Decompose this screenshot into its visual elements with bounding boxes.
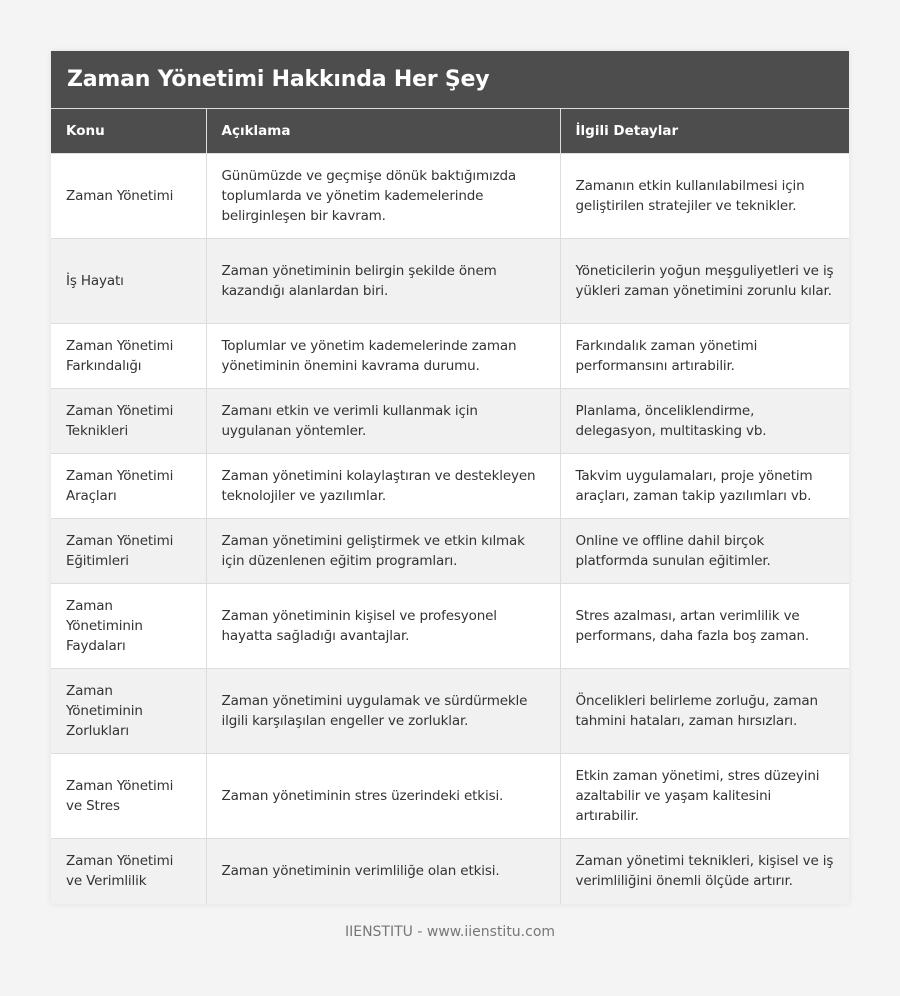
cell-konu: Zaman Yönetimi ve Stres [51,754,206,839]
column-header-aciklama: Açıklama [206,109,560,154]
cell-aciklama: Zaman yönetimini uygulamak ve sürdürmekle ilgili karşılaşılan engeller ve zorluklar. [206,669,560,754]
cell-detay: Stres azalması, artan verimlilik ve performans, daha fazla boş zaman. [560,584,849,669]
cell-detay: Farkındalık zaman yönetimi performansını artırabilir. [560,324,849,389]
table-row [51,669,849,754]
cell-detay: Zamanın etkin kullanılabilmesi için geliştirilen stratejiler ve teknikler. [560,154,849,239]
table-row [51,519,849,584]
table-row [51,584,849,669]
cell-konu: Zaman Yönetiminin Faydaları [51,584,206,669]
cell-detay: Etkin zaman yönetimi, stres düzeyini azaltabilir ve yaşam kalitesini artırabilir. [560,754,849,839]
cell-konu: Zaman Yönetimi Eğitimleri [51,519,206,584]
column-header-konu: Konu [51,109,206,154]
topics-table [51,109,849,904]
table-title: Zaman Yönetimi Hakkında Her Şey [51,51,849,109]
cell-aciklama: Zaman yönetimini kolaylaştıran ve destekleyen teknolojiler ve yazılımlar. [206,454,560,519]
table-row [51,754,849,839]
cell-aciklama: Günümüzde ve geçmişe dönük baktığımızda toplumlarda ve yönetim kademelerinde belirginleşen bir kavram. [206,154,560,239]
cell-aciklama: Zaman yönetimini geliştirmek ve etkin kılmak için düzenlenen eğitim programları. [206,519,560,584]
cell-detay: Zaman yönetimi teknikleri, kişisel ve iş verimliliğini önemli ölçüde artırır. [560,839,849,904]
cell-aciklama: Zaman yönetiminin verimliliğe olan etkisi. [206,839,560,904]
footer-credit: IIENSTITU - www.iienstitu.com [344,924,556,940]
cell-detay: Yöneticilerin yoğun meşguliyetleri ve iş yükleri zaman yönetimini zorunlu kılar. [560,239,849,324]
cell-konu: İş Hayatı [51,239,206,324]
cell-detay: Online ve offline dahil birçok platformda sunulan eğitimler. [560,519,849,584]
table-row [51,454,849,519]
table-row [51,389,849,454]
cell-konu: Zaman Yönetimi [51,154,206,239]
cell-konu: Zaman Yönetimi ve Verimlilik [51,839,206,904]
cell-aciklama: Zaman yönetiminin kişisel ve profesyonel hayatta sağladığı avantajlar. [206,584,560,669]
cell-konu: Zaman Yönetimi Teknikleri [51,389,206,454]
cell-aciklama: Zaman yönetiminin stres üzerindeki etkisi. [206,754,560,839]
cell-detay: Planlama, önceliklendirme, delegasyon, multitasking vb. [560,389,849,454]
table-row [51,839,849,904]
table-row [51,154,849,239]
table-row [51,324,849,389]
cell-aciklama: Toplumlar ve yönetim kademelerinde zaman yönetiminin önemini kavrama durumu. [206,324,560,389]
cell-aciklama: Zaman yönetiminin belirgin şekilde önem kazandığı alanlardan biri. [206,239,560,324]
table-row [51,239,849,324]
cell-konu: Zaman Yönetimi Araçları [51,454,206,519]
cell-detay: Öncelikleri belirleme zorluğu, zaman tahmini hataları, zaman hırsızları. [560,669,849,754]
table-card [51,51,849,904]
cell-aciklama: Zamanı etkin ve verimli kullanmak için uygulanan yöntemler. [206,389,560,454]
cell-konu: Zaman Yönetimi Farkındalığı [51,324,206,389]
cell-detay: Takvim uygulamaları, proje yönetim araçları, zaman takip yazılımları vb. [560,454,849,519]
cell-konu: Zaman Yönetiminin Zorlukları [51,669,206,754]
table-header-row [51,109,849,154]
column-header-ilgili-detaylar: İlgili Detaylar [560,109,849,154]
